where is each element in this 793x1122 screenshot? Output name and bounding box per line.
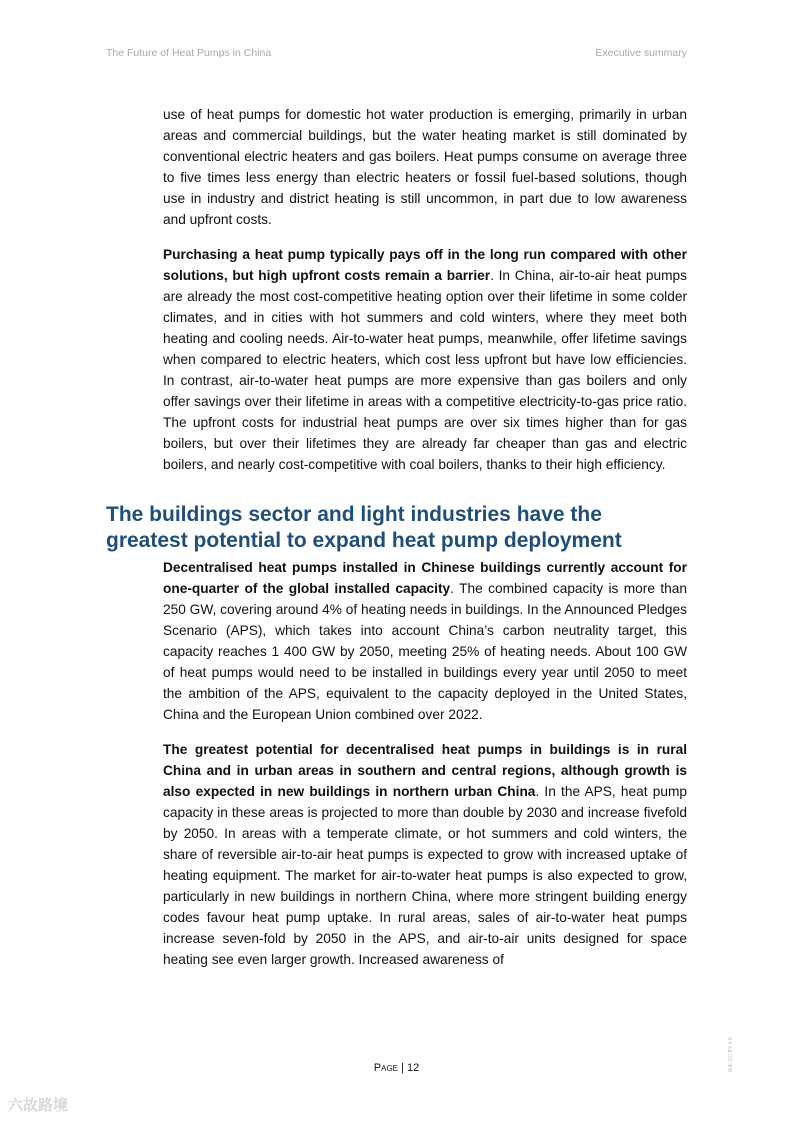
paragraph-2	[163, 244, 687, 475]
paragraph-4-lead: The greatest potential for decentralised heat pumps in buildings is in rural China and in urban areas in southern and central regions, although growth is also expected in new buildings in northern urban China	[163, 742, 687, 799]
paragraph-3-lead: Decentralised heat pumps installed in Chinese buildings currently account for one-quarter of the global installed capacity	[163, 560, 687, 596]
paragraph-1: use of heat pumps for domestic hot water production is emerging, primarily in urban areas and commercial buildings, but the water heating market is still dominated by conventional electric heaters and gas boilers. Heat pumps consume on average three to five times less energy than electric heaters or fossil fuel-based solutions, though use in industry and district heating is still uncommon, in part due to low awareness and upfront costs.	[163, 107, 687, 227]
page-footer	[0, 1062, 793, 1074]
watermark-logo: 六故路境	[8, 1097, 69, 1114]
paragraph-4-text: . In the APS, heat pump capacity in these areas is projected to more than double by 2030 and increase fivefold by 2050. In areas with a temperate climate, or hot summers and cold winters, the share of reversible air-to-air heat pumps is expected to grow with increased uptake of heating equipment. The market for air-to-water heat pumps is also expected to grow, particularly in new buildings in northern China, where more stringent building energy codes favour heat pump uptake. In rural areas, sales of air-to-water heat pumps increase seven-fold by 2050 in the APS, and air-to-air units designed for space heating see even larger growth. Increased awareness of	[163, 784, 687, 967]
paragraph-2-text: . In China, air-to-air heat pumps are already the most cost-competitive heating option over their lifetime in some colder climates, and in cities with hot summers and cold winters, where they meet both heating and cooling needs. Air-to-water heat pumps, meanwhile, offer lifetime savings when compared to electric heaters, which cost less upfront but have low efficiencies. In contrast, air-to-water heat pumps are more expensive than gas boilers and only offer savings over their lifetime in areas with a competitive electricity-to-gas price ratio. The upfront costs for industrial heat pumps are over six times higher than for gas boilers, but over their lifetimes they are already far cheaper than gas and electric boilers, and nearly cost-competitive with coal boilers, thanks to their high efficiency.	[163, 268, 687, 472]
paragraph-3-text: . The combined capacity is more than 250 GW, covering around 4% of heating needs in buildings. In the Announced Pledges Scenario (APS), which takes into account China’s carbon neutrality target, this capacity reaches 1 400 GW by 2050, meeting 25% of heating needs. About 100 GW of heat pumps would need to be installed in buildings every year until 2050 to meet the ambition of the APS, equivalent to the capacity deployed in the United States, China and the European Union combined over 2022.	[163, 581, 688, 722]
page-separator: |	[401, 1062, 404, 1074]
paragraph-2-lead: Purchasing a heat pump typically pays off in the long run compared with other solutions, but high upfront costs remain a barrier	[163, 247, 687, 283]
page-label: Page	[373, 1062, 398, 1074]
page-body	[0, 104, 793, 970]
page-number: 12	[406, 1062, 420, 1074]
paragraph-4	[163, 739, 687, 970]
running-header-title: The Future of Heat Pumps in China	[106, 47, 272, 59]
paragraph-3	[163, 557, 687, 725]
running-header-section: Executive summary	[595, 47, 687, 59]
license-note: IEA. CC BY 4.0.	[728, 1036, 734, 1072]
section-heading: The buildings sector and light industries have the greatest potential to expand heat pump deployment	[106, 503, 622, 552]
